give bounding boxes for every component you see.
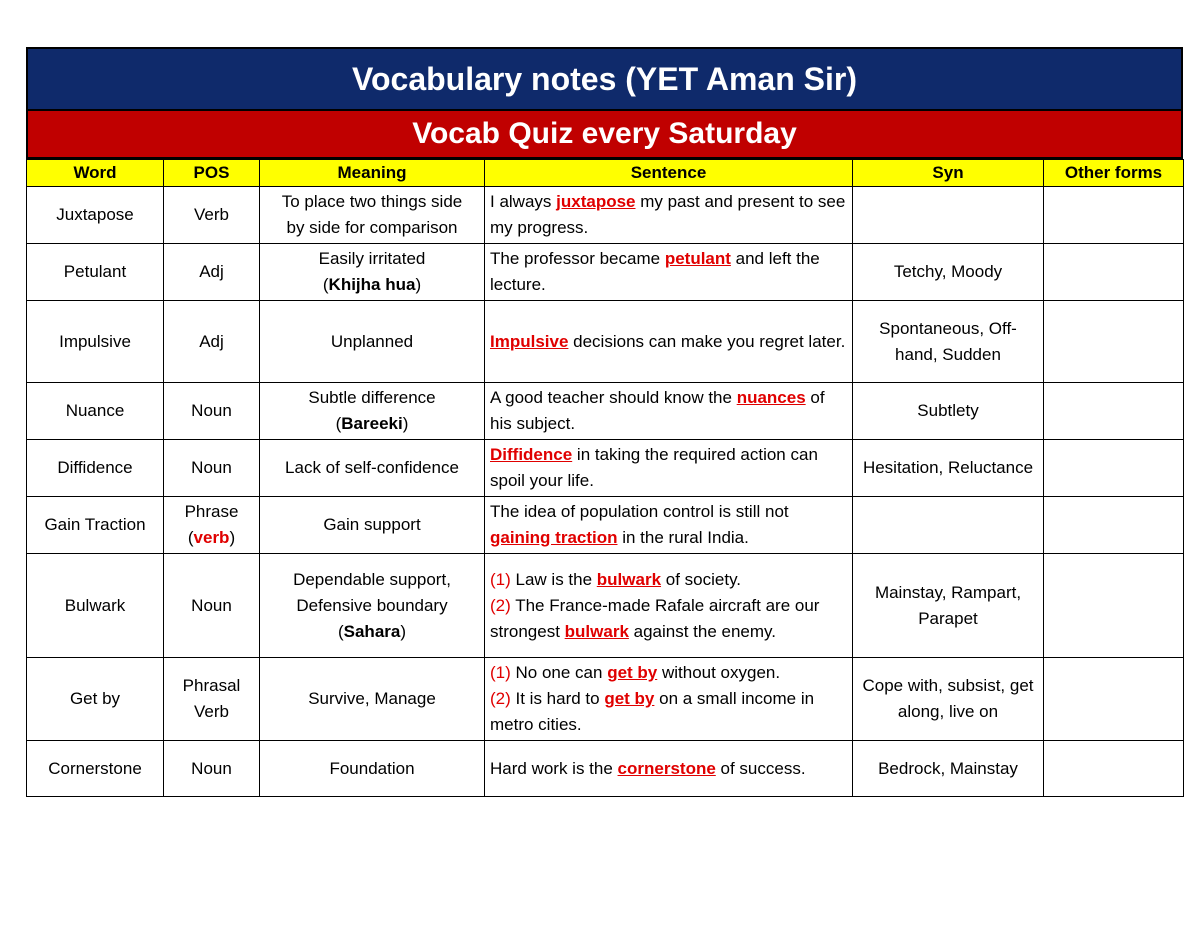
meaning-line: [265, 411, 479, 437]
meaning-line: [265, 567, 479, 593]
other-forms-cell: [1044, 497, 1184, 554]
meaning-line: [265, 593, 479, 619]
text-segment: ): [400, 621, 407, 641]
header-pos: POS: [164, 160, 260, 187]
text-segment: No one can: [510, 663, 608, 682]
sentence-cell: [485, 554, 853, 658]
text-segment: by side for comparison: [286, 218, 458, 237]
text-segment: Subtle difference: [308, 388, 436, 407]
word-cell: Impulsive: [27, 301, 164, 383]
word-cell: Bulwark: [27, 554, 164, 658]
text-segment: of society.: [661, 569, 742, 589]
table-row: [27, 383, 1184, 440]
text-segment: Noun: [191, 758, 232, 778]
sentence-cell: [485, 187, 853, 244]
text-segment: Phrasal Verb: [182, 676, 241, 721]
table-row: [27, 301, 1184, 383]
text-segment: I always: [490, 192, 557, 211]
meaning-cell: [260, 554, 485, 658]
syn-cell: Tetchy, Moody: [853, 244, 1044, 301]
word-cell: Petulant: [27, 244, 164, 301]
other-forms-cell: [1044, 187, 1184, 244]
text-segment: Dependable support,: [293, 569, 451, 589]
syn-cell: Spontaneous, Off-hand, Sudden: [853, 301, 1044, 383]
other-forms-cell: [1044, 658, 1184, 741]
pos-cell: [164, 440, 260, 497]
sentence-line: [490, 499, 847, 551]
text-segment: get by: [604, 689, 655, 708]
pos-cell: [164, 244, 260, 301]
other-forms-cell: [1044, 244, 1184, 301]
text-segment: Noun: [191, 595, 232, 615]
meaning-line: [265, 686, 479, 712]
sentence-cell: [485, 383, 853, 440]
pos-cell: [164, 658, 260, 741]
meaning-line: [265, 619, 479, 645]
text-segment: my past and present to see my progress.: [490, 192, 846, 237]
syn-cell: Hesitation, Reluctance: [853, 440, 1044, 497]
syn-cell: Cope with, subsist, get along, live on: [853, 658, 1044, 741]
word-cell: Gain Traction: [27, 497, 164, 554]
text-segment: Impulsive: [490, 331, 569, 351]
syn-cell: Bedrock, Mainstay: [853, 741, 1044, 797]
text-segment: get by: [607, 663, 658, 682]
text-segment: ): [402, 414, 409, 433]
text-segment: gaining traction: [490, 528, 618, 547]
text-segment: The France-made Rafale aircraft are our strongest: [490, 595, 820, 641]
word-cell: Nuance: [27, 383, 164, 440]
text-segment: (: [337, 621, 344, 641]
header-other-forms: Other forms: [1044, 160, 1184, 187]
table-row: [27, 440, 1184, 497]
meaning-cell: [260, 187, 485, 244]
meaning-line: [265, 756, 479, 782]
sentence-line: [490, 567, 847, 593]
syn-cell: Mainstay, Rampart, Parapet: [853, 554, 1044, 658]
table-row: [27, 741, 1184, 797]
sentence-cell: [485, 440, 853, 497]
sheet-subtitle: Vocab Quiz every Saturday: [26, 111, 1183, 159]
sentence-line: [490, 189, 847, 241]
text-segment: Sahara: [343, 621, 401, 641]
text-segment: (1): [490, 663, 511, 682]
sentence-line: [490, 385, 847, 437]
vocab-sheet: [26, 47, 1183, 797]
word-cell: Diffidence: [27, 440, 164, 497]
header-syn: Syn: [853, 160, 1044, 187]
table-row: [27, 497, 1184, 554]
meaning-line: [265, 215, 479, 241]
other-forms-cell: [1044, 301, 1184, 383]
text-segment: (: [322, 275, 329, 294]
sentence-cell: [485, 658, 853, 741]
text-segment: juxtapose: [556, 192, 636, 211]
text-segment: Noun: [191, 401, 232, 420]
text-segment: Easily irritated: [318, 249, 426, 268]
text-segment: Lack of self-confidence: [285, 458, 459, 477]
sentence-line: [490, 756, 847, 782]
text-segment: and left the lecture.: [490, 249, 820, 294]
header-row: [27, 160, 1184, 187]
text-segment: Survive, Manage: [308, 689, 436, 708]
meaning-line: [265, 189, 479, 215]
meaning-cell: [260, 741, 485, 797]
syn-cell: [853, 187, 1044, 244]
meaning-cell: [260, 301, 485, 383]
table-row: [27, 554, 1184, 658]
meaning-cell: [260, 440, 485, 497]
text-segment: Khijha hua: [328, 275, 416, 294]
sentence-line: [490, 442, 847, 494]
other-forms-cell: [1044, 383, 1184, 440]
meaning-cell: [260, 658, 485, 741]
text-segment: decisions can make you regret later.: [568, 331, 846, 351]
text-segment: Adj: [199, 331, 224, 351]
sentence-cell: [485, 301, 853, 383]
text-segment: Law is the: [510, 569, 597, 589]
text-segment: (2): [490, 595, 511, 615]
text-segment: Adj: [199, 262, 224, 281]
other-forms-cell: [1044, 554, 1184, 658]
word-cell: Juxtapose: [27, 187, 164, 244]
text-segment: Foundation: [329, 758, 415, 778]
word-cell: Cornerstone: [27, 741, 164, 797]
syn-cell: Subtlety: [853, 383, 1044, 440]
text-segment: petulant: [664, 249, 731, 268]
text-segment: of success.: [715, 758, 806, 778]
table-row: [27, 244, 1184, 301]
text-segment: nuances: [736, 388, 806, 407]
text-segment: Bareeki: [341, 414, 403, 433]
pos-cell: [164, 741, 260, 797]
text-segment: cornerstone: [617, 758, 716, 778]
text-segment: (1): [490, 569, 511, 589]
pos-cell: [164, 301, 260, 383]
text-segment: bulwark: [564, 621, 629, 641]
header-word: Word: [27, 160, 164, 187]
syn-cell: [853, 497, 1044, 554]
sentence-line: [490, 329, 847, 355]
meaning-line: [265, 329, 479, 355]
sentence-cell: [485, 497, 853, 554]
meaning-cell: [260, 497, 485, 554]
other-forms-cell: [1044, 440, 1184, 497]
pos-cell: [164, 383, 260, 440]
text-segment: Phrase (: [184, 502, 239, 547]
text-segment: (2): [490, 689, 511, 708]
sentence-line: [490, 246, 847, 298]
pos-cell: [164, 187, 260, 244]
meaning-line: [265, 385, 479, 411]
text-segment: in taking the required action can spoil your life.: [490, 445, 818, 490]
sheet-title: Vocabulary notes (YET Aman Sir): [26, 47, 1183, 111]
meaning-cell: [260, 383, 485, 440]
text-segment: Noun: [191, 458, 232, 477]
text-segment: Verb: [194, 205, 229, 224]
table-row: [27, 187, 1184, 244]
pos-cell: [164, 554, 260, 658]
text-segment: Hard work is the: [490, 758, 618, 778]
text-segment: Unplanned: [330, 331, 414, 351]
sentence-line: [490, 593, 847, 645]
header-sentence: Sentence: [485, 160, 853, 187]
text-segment: bulwark: [596, 569, 662, 589]
text-segment: The idea of population control is still not: [490, 502, 789, 521]
vocab-table: [26, 159, 1184, 797]
sentence-line: [490, 686, 847, 738]
text-segment: ): [229, 528, 236, 547]
header-meaning: Meaning: [260, 160, 485, 187]
text-segment: without oxygen.: [657, 663, 781, 682]
sentence-cell: [485, 244, 853, 301]
meaning-line: [265, 272, 479, 298]
text-segment: on a small income in metro cities.: [490, 689, 815, 734]
meaning-line: [265, 455, 479, 481]
other-forms-cell: [1044, 741, 1184, 797]
meaning-cell: [260, 244, 485, 301]
text-segment: of his subject.: [490, 388, 825, 433]
text-segment: verb: [193, 528, 230, 547]
text-segment: (: [335, 414, 342, 433]
meaning-line: [265, 246, 479, 272]
text-segment: Diffidence: [490, 445, 573, 464]
text-segment: in the rural India.: [617, 528, 749, 547]
text-segment: against the enemy.: [628, 621, 777, 641]
sentence-line: [490, 660, 847, 686]
text-segment: A good teacher should know the: [490, 388, 737, 407]
text-segment: Gain support: [323, 515, 421, 534]
text-segment: The professor became: [490, 249, 665, 268]
sentence-cell: [485, 741, 853, 797]
word-cell: Get by: [27, 658, 164, 741]
pos-cell: [164, 497, 260, 554]
text-segment: ): [415, 275, 422, 294]
text-segment: Defensive boundary: [296, 595, 448, 615]
text-segment: To place two things side: [281, 192, 463, 211]
text-segment: It is hard to: [510, 689, 605, 708]
meaning-line: [265, 512, 479, 538]
table-row: [27, 658, 1184, 741]
